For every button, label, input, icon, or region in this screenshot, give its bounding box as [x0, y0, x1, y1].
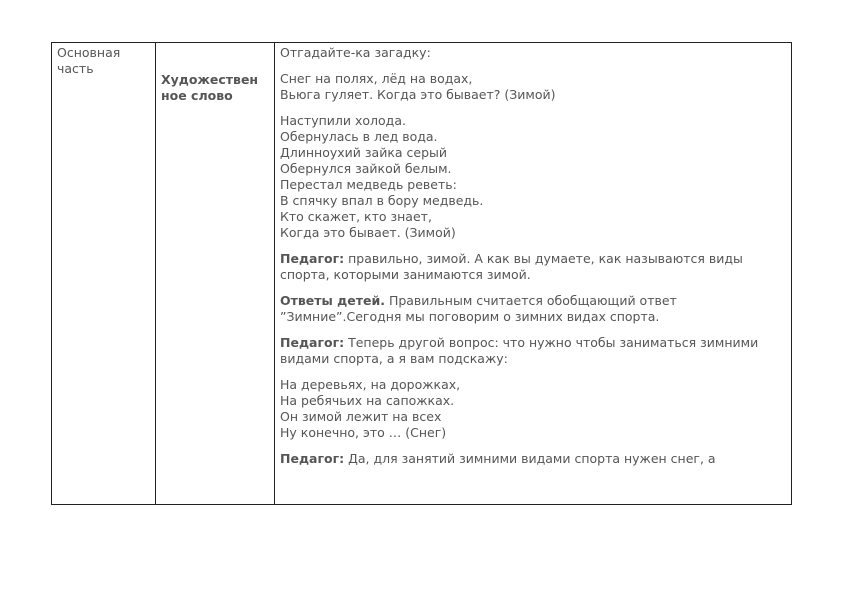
dialog-text: Правильным считается обобщающий ответ ”Зимние”.Сегодня мы поговорим о зимних видах спорта.: [280, 293, 677, 324]
text-line: Отгадайте-ка загадку:: [280, 45, 431, 60]
text-line: Перестал медведь реветь:: [280, 177, 457, 192]
riddle-1: [280, 71, 786, 103]
dialog-text: Теперь другой вопрос: что нужно чтобы заниматься зимними видами спорта, а я вам подскажу:: [280, 335, 759, 366]
text-line: На деревьях, на дорожках,: [280, 377, 461, 392]
text-line: Обернулась в лед вода.: [280, 129, 438, 144]
text-line: Наступили холода.: [280, 113, 406, 128]
form-cell: [156, 43, 275, 505]
text-line: Длинноухий зайка серый: [280, 145, 447, 160]
text-line: Вьюга гуляет. Когда это бывает? (Зимой): [280, 87, 556, 102]
dialog-children: [280, 293, 786, 325]
content-cell: [275, 43, 792, 505]
text-line: На ребячьих на сапожках.: [280, 393, 455, 408]
form-label: Художествен ное слово: [161, 72, 259, 103]
poem: [280, 113, 786, 241]
dialog-text: Да, для занятий зимними видами спорта нужен снег, а: [344, 451, 716, 466]
riddle-2: [280, 377, 786, 441]
section-label: Основная часть: [57, 45, 121, 76]
dialog-teacher-3: [280, 451, 786, 467]
text-line: Когда это бывает. (Зимой): [280, 225, 456, 240]
dialog-teacher-1: [280, 251, 786, 283]
speaker-label: Ответы детей.: [280, 293, 385, 308]
section-cell: [52, 43, 156, 505]
lesson-plan-table: [51, 42, 792, 505]
dialog-text: правильно, зимой. А как вы думаете, как называются виды спорта, которыми занимаются зимой.: [280, 251, 743, 282]
text-line: Снег на полях, лёд на водах,: [280, 71, 473, 86]
table-row: [52, 43, 792, 505]
dialog-teacher-2: [280, 335, 786, 367]
text-line: Он зимой лежит на всех: [280, 409, 442, 424]
speaker-label: Педагог:: [280, 451, 345, 466]
speaker-label: Педагог:: [280, 251, 345, 266]
riddle-intro: [280, 45, 786, 61]
text-line: В спячку впал в бору медведь.: [280, 193, 484, 208]
speaker-label: Педагог:: [280, 335, 345, 350]
text-line: Кто скажет, кто знает,: [280, 209, 432, 224]
text-line: Ну конечно, это … (Снег): [280, 425, 447, 440]
text-line: Обернулся зайкой белым.: [280, 161, 452, 176]
